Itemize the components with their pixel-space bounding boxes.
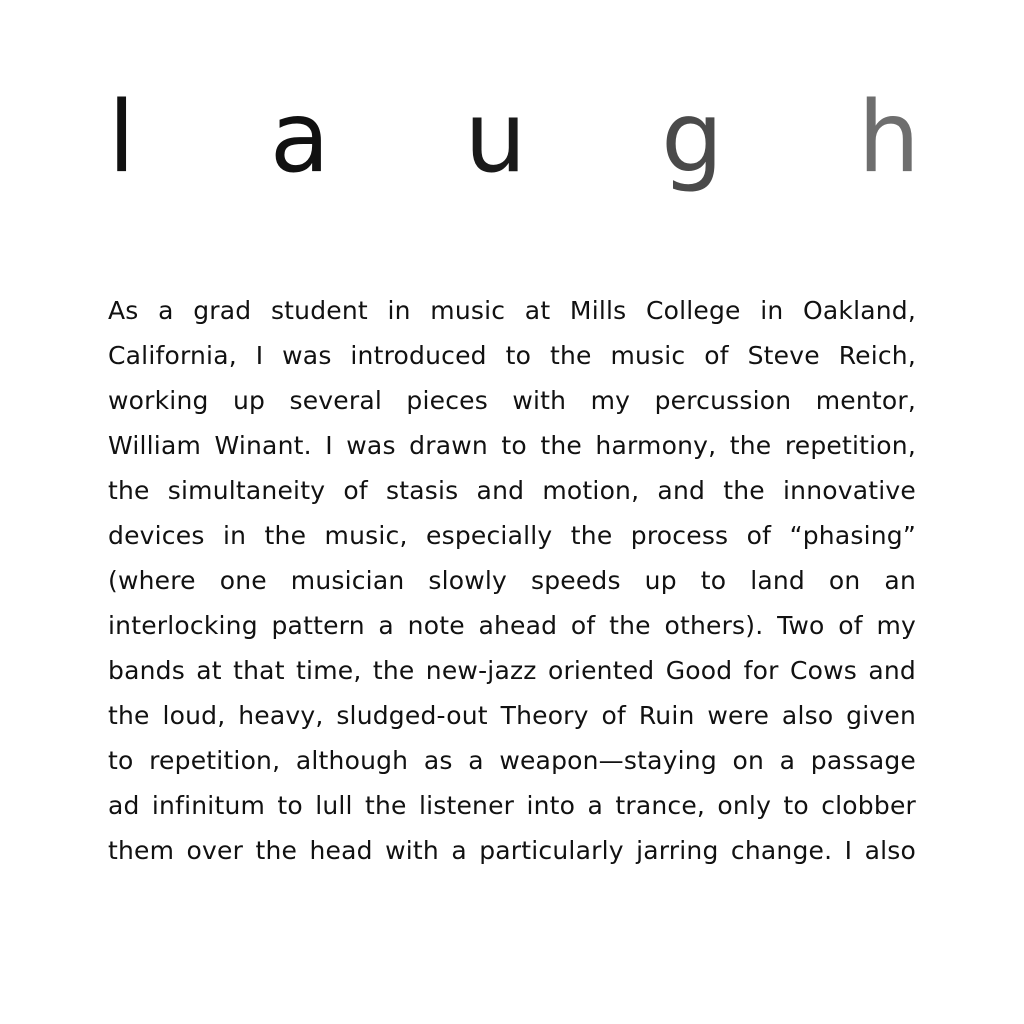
heading-letter-a: a — [269, 81, 330, 195]
heading-letter-l: l — [108, 81, 136, 195]
paragraph-line: the loud, heavy, sludged-out Theory of Ruin were also given — [108, 701, 916, 730]
paragraph-line: William Winant. I was drawn to the harmony, the repetition, — [108, 431, 916, 460]
body-paragraph — [108, 288, 916, 873]
paragraph-line: the simultaneity of stasis and motion, and the innovative — [108, 476, 916, 505]
paragraph-line: working up several pieces with my percussion mentor, — [108, 386, 916, 415]
paragraph-line: bands at that time, the new-jazz oriented Good for Cows and — [108, 656, 916, 685]
paragraph-line: ad infinitum to lull the listener into a trance, only to clobber — [108, 791, 916, 820]
heading-laugh — [108, 78, 920, 208]
heading-letter-g: g — [661, 81, 724, 195]
paragraph-line: California, I was introduced to the music of Steve Reich, — [108, 341, 916, 370]
paragraph-line: As a grad student in music at Mills College in Oakland, — [108, 296, 916, 325]
heading-letter-u: u — [464, 81, 527, 195]
paragraph-line: devices in the music, especially the process of “phasing” — [108, 521, 916, 550]
paragraph-line: them over the head with a particularly jarring change. I also — [108, 836, 916, 865]
paragraph-line: to repetition, although as a weapon—staying on a passage — [108, 746, 916, 775]
paragraph-line: (where one musician slowly speeds up to land on an — [108, 566, 916, 595]
paragraph-line: interlocking pattern a note ahead of the others). Two of my — [108, 611, 916, 640]
heading-letter-h: h — [857, 81, 920, 195]
